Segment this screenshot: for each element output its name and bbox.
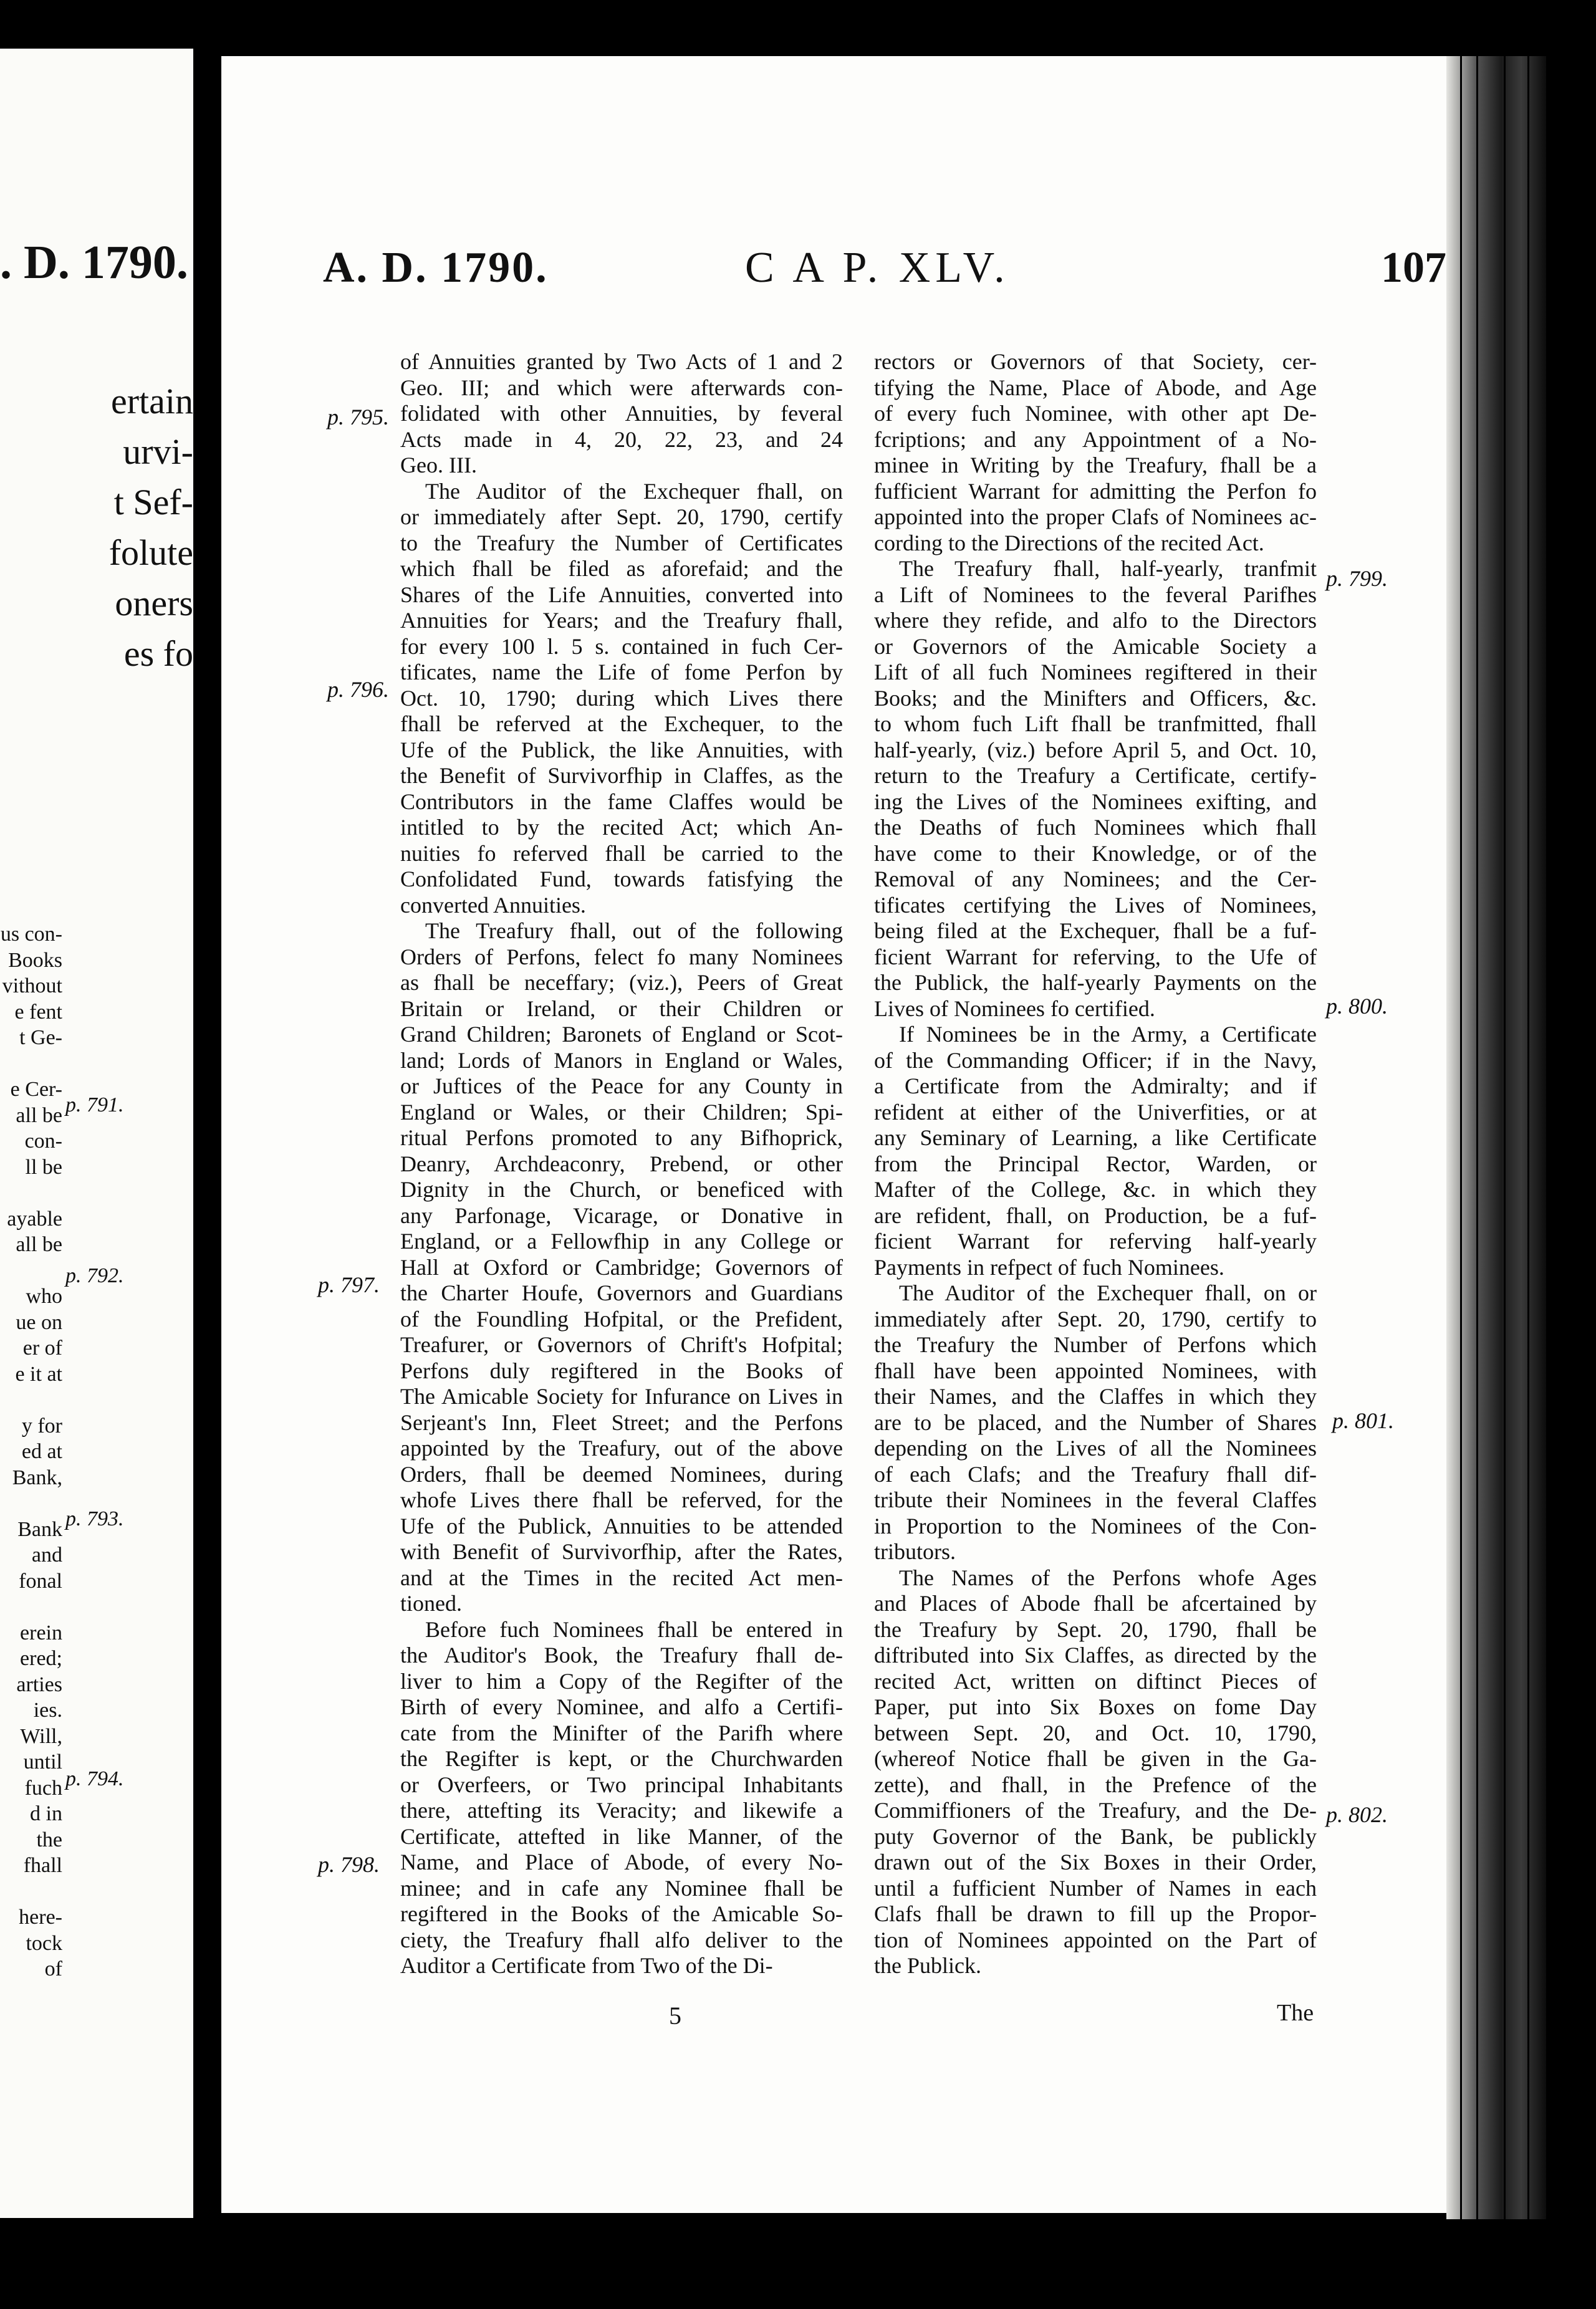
text-line: the Treafury the Number of Perfons which bbox=[874, 1332, 1317, 1357]
text-line: of every fuch Nominee, with other apt De- bbox=[874, 401, 1317, 426]
text-line: Geo. III. bbox=[400, 453, 477, 478]
text-line: of the Commanding Officer; if in the Navy, bbox=[874, 1047, 1317, 1073]
text-line: Treafurer, or Governors of Chrift's Hofpital; bbox=[400, 1332, 843, 1357]
text-line: the Publick, the half-yearly Payments on the bbox=[874, 970, 1317, 995]
facing-text-line: Books bbox=[8, 948, 62, 972]
text-line: minee; and in cafe any Nominee fhall be bbox=[400, 1875, 843, 1901]
text-line: in Proportion to the Nominees of the Con- bbox=[874, 1513, 1317, 1539]
text-line: with Benefit of Survivorfhip, after the Rates, bbox=[400, 1539, 843, 1564]
text-line: between Sept. 20, and Oct. 10, 1790, bbox=[874, 1720, 1317, 1745]
text-line: The Amicable Society for Infurance on Lives in bbox=[400, 1384, 843, 1409]
text-line: tioned. bbox=[400, 1591, 462, 1616]
text-line: fufficient Warrant for admitting the Perfon fo bbox=[874, 478, 1317, 504]
text-line: The Names of the Perfons whofe Ages bbox=[899, 1565, 1317, 1590]
facing-page-header: . D. 1790. bbox=[0, 236, 188, 289]
margin-note: p. 802. bbox=[1326, 1802, 1388, 1827]
text-line: or immediately after Sept. 20, 1790, certify bbox=[400, 504, 843, 529]
text-line: Britain or Ireland, or their Children or bbox=[400, 996, 843, 1021]
text-column-left bbox=[400, 349, 843, 1979]
facing-title-line: es fo bbox=[123, 633, 193, 674]
text-line: of Annuities granted by Two Acts of 1 and 2 bbox=[400, 349, 843, 374]
text-line: Serjeant's Inn, Fleet Street; and the Perfons bbox=[400, 1409, 843, 1435]
page-number: 107 bbox=[1381, 244, 1446, 292]
text-line: the Auditor's Book, the Treafury fhall de- bbox=[400, 1643, 843, 1668]
text-line: are to be placed, and the Number of Shares bbox=[874, 1409, 1317, 1435]
text-line: rectors or Governors of that Society, cer- bbox=[874, 349, 1317, 374]
text-line: ficient Warrant for referving half-yearly bbox=[874, 1229, 1317, 1254]
text-line: from the Principal Rector, Warden, or bbox=[874, 1151, 1317, 1176]
text-line: nuities fo referved fhall be carried to the bbox=[400, 840, 843, 866]
facing-text-line: and bbox=[31, 1543, 62, 1567]
text-line: Hall at Oxford or Cambridge; Governors of bbox=[400, 1254, 843, 1280]
facing-text-line: ayable bbox=[7, 1207, 62, 1231]
text-line: England, or a Fellowfhip in any College or bbox=[400, 1229, 843, 1254]
main-page bbox=[221, 56, 1446, 2213]
page-edge-line bbox=[1527, 56, 1529, 2219]
text-line: Grand Children; Baronets of England or Scot- bbox=[400, 1022, 843, 1047]
margin-note: p. 795. bbox=[327, 405, 389, 430]
facing-text-line: ue on bbox=[16, 1310, 62, 1334]
text-line: minee in Writing by the Treafury, fhall be a bbox=[874, 453, 1317, 478]
text-line: refident at either of the Univerfities, or at bbox=[874, 1099, 1317, 1125]
text-line: The Treafury fhall, half-yearly, tranfmit bbox=[899, 556, 1317, 581]
text-line: fcriptions; and any Appointment of a No- bbox=[874, 426, 1317, 452]
text-line: Books; and the Minifters and Officers, &c. bbox=[874, 685, 1317, 711]
facing-text-line: all be bbox=[16, 1103, 62, 1127]
facing-text-line bbox=[0, 1051, 62, 1077]
text-line: folidated with other Annuities, by feveral bbox=[400, 401, 843, 426]
text-line: depending on the Lives of all the Nominees bbox=[874, 1436, 1317, 1461]
text-line: Paper, put into Six Boxes on fome Day bbox=[874, 1694, 1317, 1719]
facing-margin-note: p. 791. bbox=[65, 1093, 124, 1116]
page-edge-line bbox=[1476, 56, 1478, 2219]
text-line: any Parfonage, Vicarage, or Donative in bbox=[400, 1203, 843, 1228]
text-line: Lives of Nominees fo certified. bbox=[874, 996, 1155, 1021]
text-line: Deanry, Archdeaconry, Prebend, or other bbox=[400, 1151, 843, 1176]
text-line: or Juftices of the Peace for any County in bbox=[400, 1073, 843, 1098]
text-line: tificates certifying the Lives of Nominees, bbox=[874, 892, 1317, 918]
text-line: cording to the Directions of the recited Act. bbox=[874, 530, 1264, 555]
text-line: Payments in refpect of fuch Nominees. bbox=[874, 1254, 1224, 1280]
text-line: zette), and fhall, in the Prefence of the bbox=[874, 1772, 1317, 1797]
text-line: until a fufficient Number of Names in each bbox=[874, 1875, 1317, 1901]
facing-text-line: fhall bbox=[23, 1854, 62, 1877]
text-line: Oct. 10, 1790; during which Lives there bbox=[400, 685, 843, 711]
text-line: cate from the Minifter of the Parifh where bbox=[400, 1720, 843, 1745]
text-line: a Certificate from the Admiralty; and if bbox=[874, 1073, 1317, 1098]
facing-title-line: ertain bbox=[110, 381, 193, 421]
text-column-right bbox=[874, 349, 1317, 1979]
text-line: Name, and Place of Abode, of every No- bbox=[400, 1850, 843, 1875]
facing-text-line: ll be bbox=[25, 1155, 62, 1179]
facing-text-line: e it at bbox=[15, 1362, 62, 1386]
text-line: to whom fuch Lift fhall be tranfmitted, fhall bbox=[874, 711, 1317, 736]
facing-text-line bbox=[0, 1387, 62, 1413]
margin-note: p. 800. bbox=[1326, 994, 1388, 1019]
text-line: half-yearly, (viz.) before April 5, and Oct. 10, bbox=[874, 737, 1317, 762]
text-line: tificates, name the Life of fome Perfon by bbox=[400, 660, 843, 684]
facing-text-line: ies. bbox=[33, 1699, 62, 1722]
text-line: Removal of any Nominees; and the Cer- bbox=[874, 866, 1317, 891]
facing-text-line bbox=[0, 1879, 62, 1905]
text-line: land; Lords of Manors in England or Wales, bbox=[400, 1047, 843, 1073]
text-line: being filed at the Exchequer, fhall be a fuf- bbox=[874, 918, 1317, 943]
text-line: Orders, fhall be deemed Nominees, during bbox=[400, 1461, 843, 1487]
text-line: their Names, and the Claffes in which they bbox=[874, 1384, 1317, 1409]
text-line: recited Act, written on diftinct Pieces of bbox=[874, 1668, 1317, 1694]
text-line: ritual Perfons promoted to any Bifhoprick, bbox=[400, 1125, 843, 1150]
facing-text-line: of bbox=[44, 1957, 62, 1980]
text-line: Geo. III; and which were afterwards con- bbox=[400, 375, 843, 400]
margin-note: p. 796. bbox=[327, 677, 389, 702]
text-line: appointed by the Treafury, out of the above bbox=[400, 1436, 843, 1461]
text-line: or Overfeers, or Two principal Inhabitants bbox=[400, 1772, 843, 1797]
text-line: fhall have been appointed Nominees, with bbox=[874, 1358, 1317, 1383]
page-edge-line bbox=[1504, 56, 1506, 2219]
text-line: fhall be referved at the Exchequer, to the bbox=[400, 711, 843, 736]
text-line: immediately after Sept. 20, 1790, certify to bbox=[874, 1306, 1317, 1332]
facing-text-line: y for bbox=[21, 1414, 62, 1438]
facing-text-line: tock bbox=[26, 1931, 62, 1955]
text-line: Auditor a Certificate from Two of the Di- bbox=[400, 1953, 773, 1978]
text-line: The Auditor of the Exchequer fhall, on bbox=[425, 478, 843, 504]
facing-text-line: Bank, bbox=[12, 1466, 62, 1489]
page-edge-line bbox=[1460, 56, 1462, 2219]
text-line: there, attefting its Veracity; and likewife a bbox=[400, 1798, 843, 1823]
text-line: ciety, the Treafury fhall alfo deliver to the bbox=[400, 1927, 843, 1952]
text-line: intitled to by the recited Act; which An- bbox=[400, 815, 843, 840]
text-line: Birth of every Nominee, and alfo a Certifi- bbox=[400, 1694, 843, 1719]
text-line: liver to him a Copy of the Regifter of the bbox=[400, 1668, 843, 1694]
facing-title-line: urvi- bbox=[123, 431, 193, 472]
text-line: Ufe of the Publick, the like Annuities, with bbox=[400, 737, 843, 762]
margin-note: p. 798. bbox=[318, 1852, 380, 1877]
facing-text-line: all be bbox=[16, 1233, 62, 1256]
text-line: the Treafury by Sept. 20, 1790, fhall be bbox=[874, 1616, 1317, 1642]
facing-text-line: the bbox=[36, 1828, 62, 1851]
text-line: Contributors in the fame Claffes would be bbox=[400, 789, 843, 814]
facing-text-line: Will, bbox=[20, 1724, 62, 1748]
text-line: any Seminary of Learning, a like Certificate bbox=[874, 1125, 1317, 1150]
text-line: have come to their Knowledge, or of the bbox=[874, 840, 1317, 866]
text-line: converted Annuities. bbox=[400, 892, 586, 918]
facing-text-line: vithout bbox=[2, 974, 62, 997]
text-line: regiftered in the Books of the Amicable So- bbox=[400, 1901, 843, 1926]
facing-text-line: fuch bbox=[24, 1776, 62, 1800]
facing-text-line: arties bbox=[16, 1673, 62, 1696]
text-line: or Governors of the Amicable Society a bbox=[874, 633, 1317, 659]
running-header bbox=[221, 243, 1446, 312]
text-line: The Auditor of the Exchequer fhall, on or bbox=[899, 1280, 1317, 1305]
facing-text-line: who bbox=[26, 1285, 62, 1308]
text-line: Ufe of the Publick, Annuities to be attended bbox=[400, 1513, 843, 1539]
text-line: The Treafury fhall, out of the following bbox=[425, 918, 843, 943]
text-line: as fhall be neceffary; (viz.), Peers of Great bbox=[400, 970, 843, 995]
text-line: Perfons duly regiftered in the Books of bbox=[400, 1358, 843, 1383]
text-line: which fhall be filed as aforefaid; and the bbox=[400, 556, 843, 581]
facing-text-line bbox=[0, 1594, 62, 1620]
text-line: where they refide, and alfo to the Directors bbox=[874, 608, 1317, 633]
text-line: ing the Lives of the Nominees exifting, and bbox=[874, 789, 1317, 814]
text-line: are refident, fhall, on Production, be a fuf- bbox=[874, 1203, 1317, 1228]
text-line: Clafs fhall be drawn to fill up the Propor- bbox=[874, 1901, 1317, 1926]
facing-text-line bbox=[0, 1180, 62, 1206]
text-line: of the Foundling Hofpital, or the Prefident, bbox=[400, 1306, 843, 1332]
facing-text-line: ered; bbox=[20, 1647, 62, 1670]
facing-title-line: folute bbox=[108, 532, 193, 573]
text-line: tributors. bbox=[874, 1539, 956, 1564]
facing-text-line: erein bbox=[20, 1621, 62, 1644]
signature-mark: 5 bbox=[669, 2002, 681, 2030]
text-line: (whereof Notice fhall be given in the Ga- bbox=[874, 1746, 1317, 1771]
margin-note: p. 799. bbox=[1326, 566, 1388, 591]
text-line: Commiffioners of the Treafury, and the De- bbox=[874, 1798, 1317, 1823]
text-line: return to the Treafury a Certificate, certify- bbox=[874, 763, 1317, 788]
header-chapter: C A P. XLV. bbox=[745, 244, 1010, 292]
text-line: diftributed into Six Claffes, as directed by the bbox=[874, 1643, 1317, 1668]
facing-text-line: d in bbox=[30, 1802, 62, 1825]
facing-text-line: until bbox=[23, 1750, 62, 1774]
text-line: Lift of all fuch Nominees regiftered in their bbox=[874, 660, 1317, 684]
text-line: Annuities for Years; and the Treafury fhall, bbox=[400, 608, 843, 633]
facing-text-line: us con- bbox=[0, 923, 62, 946]
text-line: Acts made in 4, 20, 22, 23, and 24 bbox=[400, 426, 843, 452]
text-line: and at the Times in the recited Act men- bbox=[400, 1565, 843, 1590]
facing-text-line: fonal bbox=[19, 1569, 62, 1593]
text-line: and Places of Abode fhall be afcertained by bbox=[874, 1591, 1317, 1616]
text-line: the Charter Houfe, Governors and Guardians bbox=[400, 1280, 843, 1305]
text-line: whofe Lives there fhall be referved, for the bbox=[400, 1487, 843, 1512]
text-line: Orders of Perfons, felect fo many Nominees bbox=[400, 944, 843, 969]
facing-text-line: here- bbox=[19, 1906, 62, 1929]
text-line: Mafter of the College, &c. in which they bbox=[874, 1177, 1317, 1202]
facing-text-line: ed at bbox=[21, 1440, 62, 1463]
text-line: appointed into the proper Clafs of Nominees ac- bbox=[874, 504, 1317, 529]
text-line: ficient Warrant for referving, to the Ufe of bbox=[874, 944, 1317, 969]
text-line: If Nominees be in the Army, a Certificate bbox=[899, 1022, 1317, 1047]
text-line: the Deaths of fuch Nominees which fhall bbox=[874, 815, 1317, 840]
text-line: to the Treafury the Number of Certificates bbox=[400, 530, 843, 555]
facing-margin-note: p. 793. bbox=[65, 1507, 124, 1530]
facing-page-text bbox=[0, 921, 62, 1982]
text-line: Certificate, attefted in like Manner, of the bbox=[400, 1823, 843, 1849]
text-line: the Publick. bbox=[874, 1953, 981, 1978]
text-line: a Lift of Nominees to the feveral Parifhes bbox=[874, 582, 1317, 607]
text-line: England or Wales, or their Children; Spi- bbox=[400, 1099, 843, 1125]
text-line: tifying the Name, Place of Abode, and Age bbox=[874, 375, 1317, 400]
text-line: the Regifter is kept, or the Churchwarden bbox=[400, 1746, 843, 1771]
text-line: drawn out of the Six Boxes in their Order, bbox=[874, 1850, 1317, 1875]
text-line: puty Governor of the Bank, be publickly bbox=[874, 1823, 1317, 1849]
text-line: tribute their Nominees in the feveral Claffes bbox=[874, 1487, 1317, 1512]
facing-text-line: e fent bbox=[14, 1000, 62, 1024]
text-line: Shares of the Life Annuities, converted into bbox=[400, 582, 843, 607]
facing-title-line: t Sef- bbox=[113, 482, 193, 522]
facing-text-line: e Cer- bbox=[10, 1078, 62, 1101]
text-line: Before fuch Nominees fhall be entered in bbox=[425, 1616, 843, 1642]
margin-note: p. 801. bbox=[1332, 1408, 1394, 1433]
text-line: tion of Nominees appointed on the Part of bbox=[874, 1927, 1317, 1952]
facing-page bbox=[0, 49, 195, 2218]
margin-note: p. 797. bbox=[318, 1272, 380, 1297]
header-year: A. D. 1790. bbox=[323, 244, 549, 292]
facing-margin-note: p. 794. bbox=[65, 1767, 124, 1790]
facing-text-line: t Ge- bbox=[19, 1026, 62, 1049]
facing-text-line: er of bbox=[22, 1337, 62, 1360]
page-edges bbox=[1446, 56, 1546, 2219]
text-line: of each Clafs; and the Treafury fhall dif- bbox=[874, 1461, 1317, 1487]
text-line: Confolidated Fund, towards fatisfying the bbox=[400, 866, 843, 891]
text-line: for every 100 l. 5 s. contained in fuch Cer- bbox=[400, 633, 843, 659]
facing-margin-note: p. 792. bbox=[65, 1264, 124, 1287]
facing-text-line bbox=[0, 1491, 62, 1517]
facing-text-line: con- bbox=[24, 1130, 62, 1153]
book-gutter bbox=[193, 0, 221, 2309]
facing-text-line bbox=[0, 1258, 62, 1284]
facing-text-line: Bank bbox=[17, 1517, 62, 1541]
facing-title-line: oners bbox=[115, 583, 193, 623]
facing-page-title bbox=[0, 376, 193, 679]
catchword: The bbox=[1277, 2000, 1314, 2026]
text-line: the Benefit of Survivorfhip in Claffes, as the bbox=[400, 763, 843, 788]
text-line: Dignity in the Church, or beneficed with bbox=[400, 1177, 843, 1202]
